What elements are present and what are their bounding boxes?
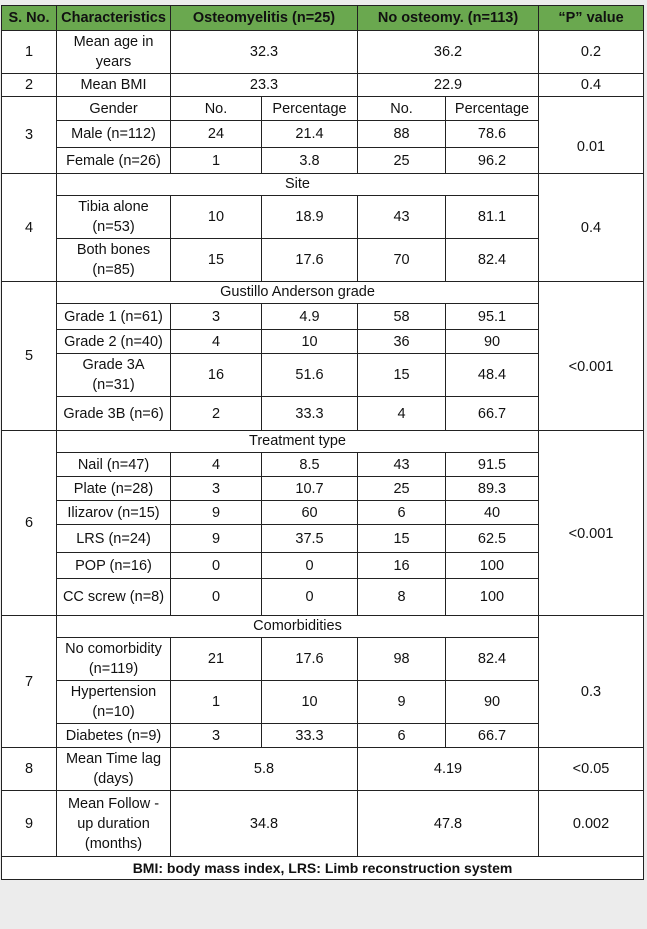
characteristic-label: Male (n=112)	[57, 121, 171, 148]
osteo-value: 32.3	[171, 31, 358, 74]
cell-value: 1	[171, 681, 262, 724]
cell-value: 82.4	[446, 239, 539, 282]
table-row	[2, 791, 644, 857]
header-osteomyelitis: Osteomyelitis (n=25)	[171, 6, 358, 31]
p-value: 0.4	[539, 74, 644, 97]
characteristic-label: Plate (n=28)	[57, 477, 171, 501]
cell-value: 17.6	[262, 638, 358, 681]
cell-value: 89.3	[446, 477, 539, 501]
cell-value: 0	[171, 553, 262, 579]
cell-value: 91.5	[446, 453, 539, 477]
header-characteristics: Characteristics	[57, 6, 171, 31]
p-value-blank	[539, 431, 644, 453]
sub-header: No.	[358, 97, 446, 121]
no-osteo-value: 22.9	[358, 74, 539, 97]
sub-header: Percentage	[446, 97, 539, 121]
cell-value: 0	[171, 579, 262, 616]
header-sno: S. No.	[2, 6, 57, 31]
cell-value: 48.4	[446, 354, 539, 397]
header-no-osteomyelitis: No osteomy. (n=113)	[358, 6, 539, 31]
characteristic-label: Hypertension (n=10)	[57, 681, 171, 724]
characteristic-label: Tibia alone (n=53)	[57, 196, 171, 239]
characteristic-label: Mean Time lag (days)	[57, 748, 171, 791]
cell-value: 66.7	[446, 397, 539, 431]
characteristic-label: Mean BMI	[57, 74, 171, 97]
cell-value: 24	[171, 121, 262, 148]
row-number: 7	[2, 616, 57, 748]
cell-value: 90	[446, 681, 539, 724]
characteristic-label: Grade 1 (n=61)	[57, 304, 171, 330]
cell-value: 43	[358, 453, 446, 477]
cell-value: 10	[262, 681, 358, 724]
table-row	[2, 282, 644, 304]
table-row	[2, 121, 644, 148]
characteristic-label: Diabetes (n=9)	[57, 724, 171, 748]
results-table-container	[1, 5, 643, 880]
cell-value: 3	[171, 477, 262, 501]
table-row	[2, 638, 644, 681]
cell-value: 10.7	[262, 477, 358, 501]
cell-value: 66.7	[446, 724, 539, 748]
cell-value: 4	[171, 453, 262, 477]
cell-value: 0	[262, 553, 358, 579]
cell-value: 0	[262, 579, 358, 616]
results-table	[1, 5, 644, 880]
no-osteo-value: 47.8	[358, 791, 539, 857]
cell-value: 21	[171, 638, 262, 681]
cell-value: 4.9	[262, 304, 358, 330]
cell-value: 8	[358, 579, 446, 616]
cell-value: 62.5	[446, 525, 539, 553]
section-header: Comorbidities	[57, 616, 539, 638]
p-value: <0.001	[539, 453, 644, 616]
cell-value: 96.2	[446, 148, 539, 174]
cell-value: 6	[358, 724, 446, 748]
cell-value: 4	[358, 397, 446, 431]
p-value: 0.4	[539, 174, 644, 282]
cell-value: 1	[171, 148, 262, 174]
cell-value: 2	[171, 397, 262, 431]
sub-header: Gender	[57, 97, 171, 121]
p-value-blank	[539, 282, 644, 304]
cell-value: 36	[358, 330, 446, 354]
cell-value: 88	[358, 121, 446, 148]
p-value: 0.3	[539, 638, 644, 748]
cell-value: 3	[171, 724, 262, 748]
p-value: 0.2	[539, 31, 644, 74]
characteristic-label: POP (n=16)	[57, 553, 171, 579]
cell-value: 90	[446, 330, 539, 354]
characteristic-label: No comorbidity (n=119)	[57, 638, 171, 681]
characteristic-label: Both bones (n=85)	[57, 239, 171, 282]
cell-value: 33.3	[262, 724, 358, 748]
section-header: Site	[57, 174, 539, 196]
osteo-value: 5.8	[171, 748, 358, 791]
row-number: 5	[2, 282, 57, 431]
cell-value: 58	[358, 304, 446, 330]
row-number: 9	[2, 791, 57, 857]
table-row	[2, 31, 644, 74]
cell-value: 100	[446, 553, 539, 579]
characteristic-label: Nail (n=47)	[57, 453, 171, 477]
p-value-blank	[539, 97, 644, 121]
table-row	[2, 616, 644, 638]
row-number: 1	[2, 31, 57, 74]
table-row	[2, 453, 644, 477]
cell-value: 60	[262, 501, 358, 525]
p-value: 0.002	[539, 791, 644, 857]
cell-value: 4	[171, 330, 262, 354]
cell-value: 70	[358, 239, 446, 282]
cell-value: 100	[446, 579, 539, 616]
cell-value: 17.6	[262, 239, 358, 282]
header-row	[2, 6, 644, 31]
row-number: 3	[2, 97, 57, 174]
table-row	[2, 74, 644, 97]
characteristic-label: Mean age in years	[57, 31, 171, 74]
cell-value: 9	[171, 525, 262, 553]
p-value: <0.001	[539, 304, 644, 431]
characteristic-label: LRS (n=24)	[57, 525, 171, 553]
p-value: <0.05	[539, 748, 644, 791]
cell-value: 78.6	[446, 121, 539, 148]
characteristic-label: Grade 2 (n=40)	[57, 330, 171, 354]
p-value: 0.01	[539, 121, 644, 174]
characteristic-label: Grade 3A (n=31)	[57, 354, 171, 397]
cell-value: 15	[358, 525, 446, 553]
cell-value: 40	[446, 501, 539, 525]
cell-value: 25	[358, 148, 446, 174]
cell-value: 16	[171, 354, 262, 397]
table-row	[2, 304, 644, 330]
characteristic-label: Mean Follow -up duration (months)	[57, 791, 171, 857]
cell-value: 81.1	[446, 196, 539, 239]
table-row	[2, 174, 644, 196]
p-value-blank	[539, 616, 644, 638]
cell-value: 21.4	[262, 121, 358, 148]
cell-value: 15	[358, 354, 446, 397]
cell-value: 9	[171, 501, 262, 525]
cell-value: 8.5	[262, 453, 358, 477]
cell-value: 95.1	[446, 304, 539, 330]
characteristic-label: Grade 3B (n=6)	[57, 397, 171, 431]
section-header: Gustillo Anderson grade	[57, 282, 539, 304]
row-number: 8	[2, 748, 57, 791]
cell-value: 98	[358, 638, 446, 681]
section-header: Treatment type	[57, 431, 539, 453]
cell-value: 10	[171, 196, 262, 239]
osteo-value: 34.8	[171, 791, 358, 857]
cell-value: 25	[358, 477, 446, 501]
no-osteo-value: 36.2	[358, 31, 539, 74]
characteristic-label: Female (n=26)	[57, 148, 171, 174]
osteo-value: 23.3	[171, 74, 358, 97]
table-row	[2, 97, 644, 121]
characteristic-label: Ilizarov (n=15)	[57, 501, 171, 525]
cell-value: 51.6	[262, 354, 358, 397]
sub-header: No.	[171, 97, 262, 121]
cell-value: 37.5	[262, 525, 358, 553]
cell-value: 33.3	[262, 397, 358, 431]
footnote-row	[2, 857, 644, 880]
cell-value: 82.4	[446, 638, 539, 681]
cell-value: 43	[358, 196, 446, 239]
cell-value: 16	[358, 553, 446, 579]
cell-value: 3	[171, 304, 262, 330]
no-osteo-value: 4.19	[358, 748, 539, 791]
row-number: 4	[2, 174, 57, 282]
cell-value: 9	[358, 681, 446, 724]
characteristic-label: CC screw (n=8)	[57, 579, 171, 616]
cell-value: 6	[358, 501, 446, 525]
row-number: 2	[2, 74, 57, 97]
row-number: 6	[2, 431, 57, 616]
header-p-value: “P” value	[539, 6, 644, 31]
sub-header: Percentage	[262, 97, 358, 121]
table-row	[2, 431, 644, 453]
cell-value: 10	[262, 330, 358, 354]
table-footnote: BMI: body mass index, LRS: Limb reconstruction system	[2, 857, 644, 880]
cell-value: 18.9	[262, 196, 358, 239]
cell-value: 3.8	[262, 148, 358, 174]
cell-value: 15	[171, 239, 262, 282]
table-row	[2, 748, 644, 791]
